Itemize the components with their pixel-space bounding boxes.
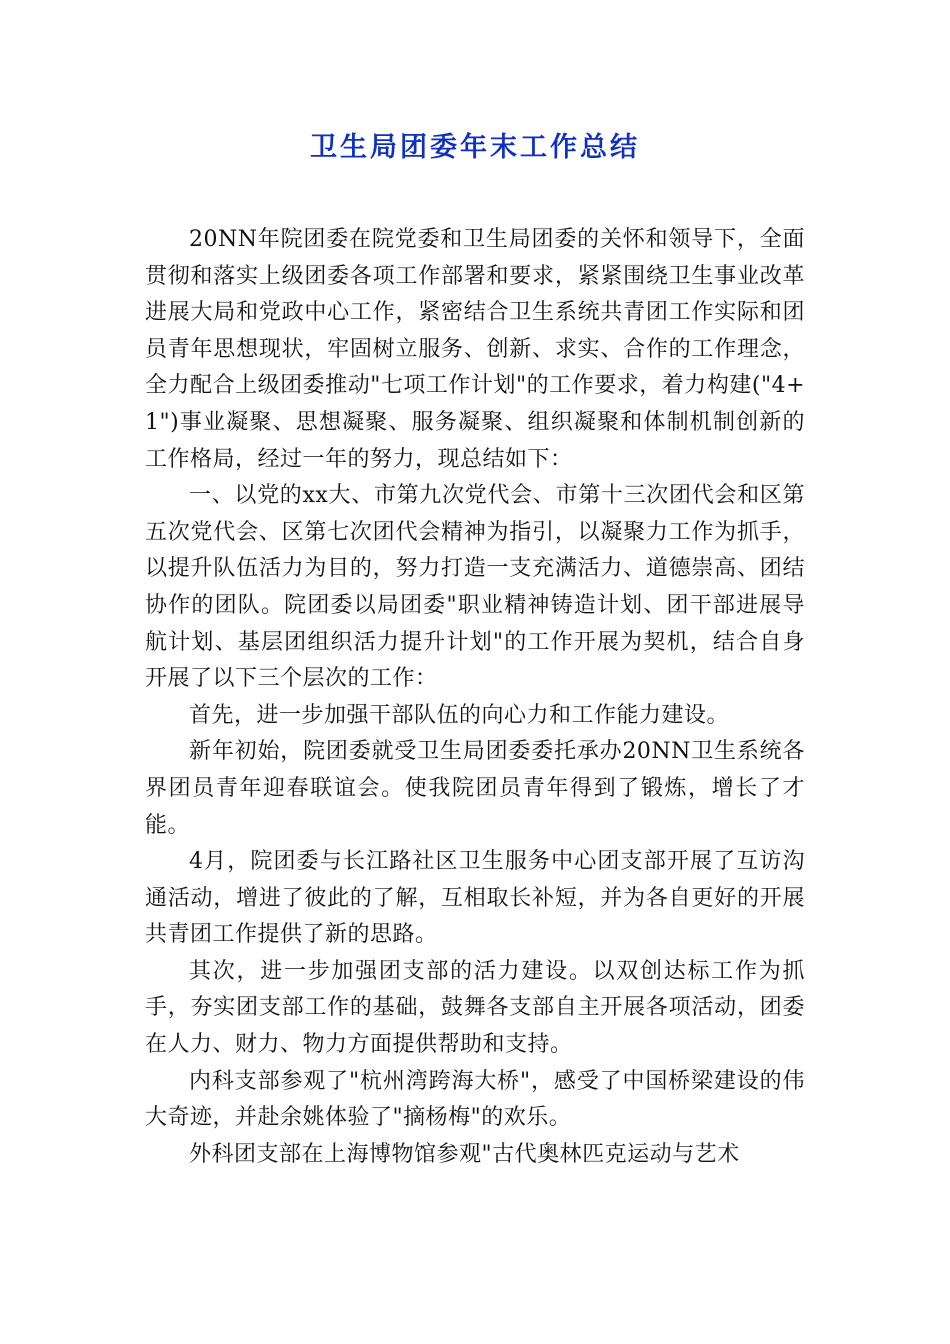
paragraph-internal-medicine: 内科支部参观了"杭州湾跨海大桥"，感受了中国桥梁建设的伟大奇迹，并赴余姚体验了"摘杨梅"的欢乐。 (145, 1068, 805, 1131)
paragraph-new-year: 新年初始，院团委就受卫生局团委委托承办20NN卫生系统各界团员青年迎春联谊会。使我院团员青年得到了锻炼，增长了才能。 (145, 739, 805, 838)
paragraph-section-one: 一、以党的xx大、市第九次党代会、市第十三次团代会和区第五次党代会、区第七次团代会精神为指引，以凝聚力工作为抓手，以提升队伍活力为目的，努力打造一支充满活力、道德崇高、团结协作的团队。院团委以局团委"职业精神铸造计划、团干部进展导航计划、基层团组织活力提升计划"的工作开展为契机，结合自身开展了以下三个层次的工作： (145, 483, 805, 692)
document-title: 卫生局团委年末工作总结 (310, 132, 640, 163)
paragraph-second-level: 其次，进一步加强团支部的活力建设。以双创达标工作为抓手，夯实团支部工作的基础，鼓舞各支部自主开展各项活动，团委在人力、财力、物力方面提供帮助和支持。 (145, 958, 805, 1058)
paragraph-april: 4月，院团委与长江路社区卫生服务中心团支部开展了互访沟通活动，增进了彼此的了解，互相取长补短，并为各自更好的开展共青团工作提供了新的思路。 (145, 849, 805, 948)
paragraph-first-level: 首先，进一步加强干部队伍的向心力和工作能力建设。 (189, 702, 730, 728)
paragraph-intro: 20NN年院团委在院党委和卫生局团委的关怀和领导下，全面贯彻和落实上级团委各项工作部署和要求，紧紧围绕卫生事业改革进展大局和党政中心工作，紧密结合卫生系统共青团工作实际和团员青年思想现状，牢固树立服务、创新、求实、合作的工作理念，全力配合上级团委推动"七项工作计划"的工作要求，着力构建("4+1")事业凝聚、思想凝聚、服务凝聚、组织凝聚和体制机制创新的工作格局，经过一年的努力，现总结如下： (145, 227, 805, 472)
document-body (145, 222, 805, 1173)
paragraph-surgery: 外科团支部在上海博物馆参观"古代奥林匹克运动与艺术 (189, 1141, 740, 1167)
